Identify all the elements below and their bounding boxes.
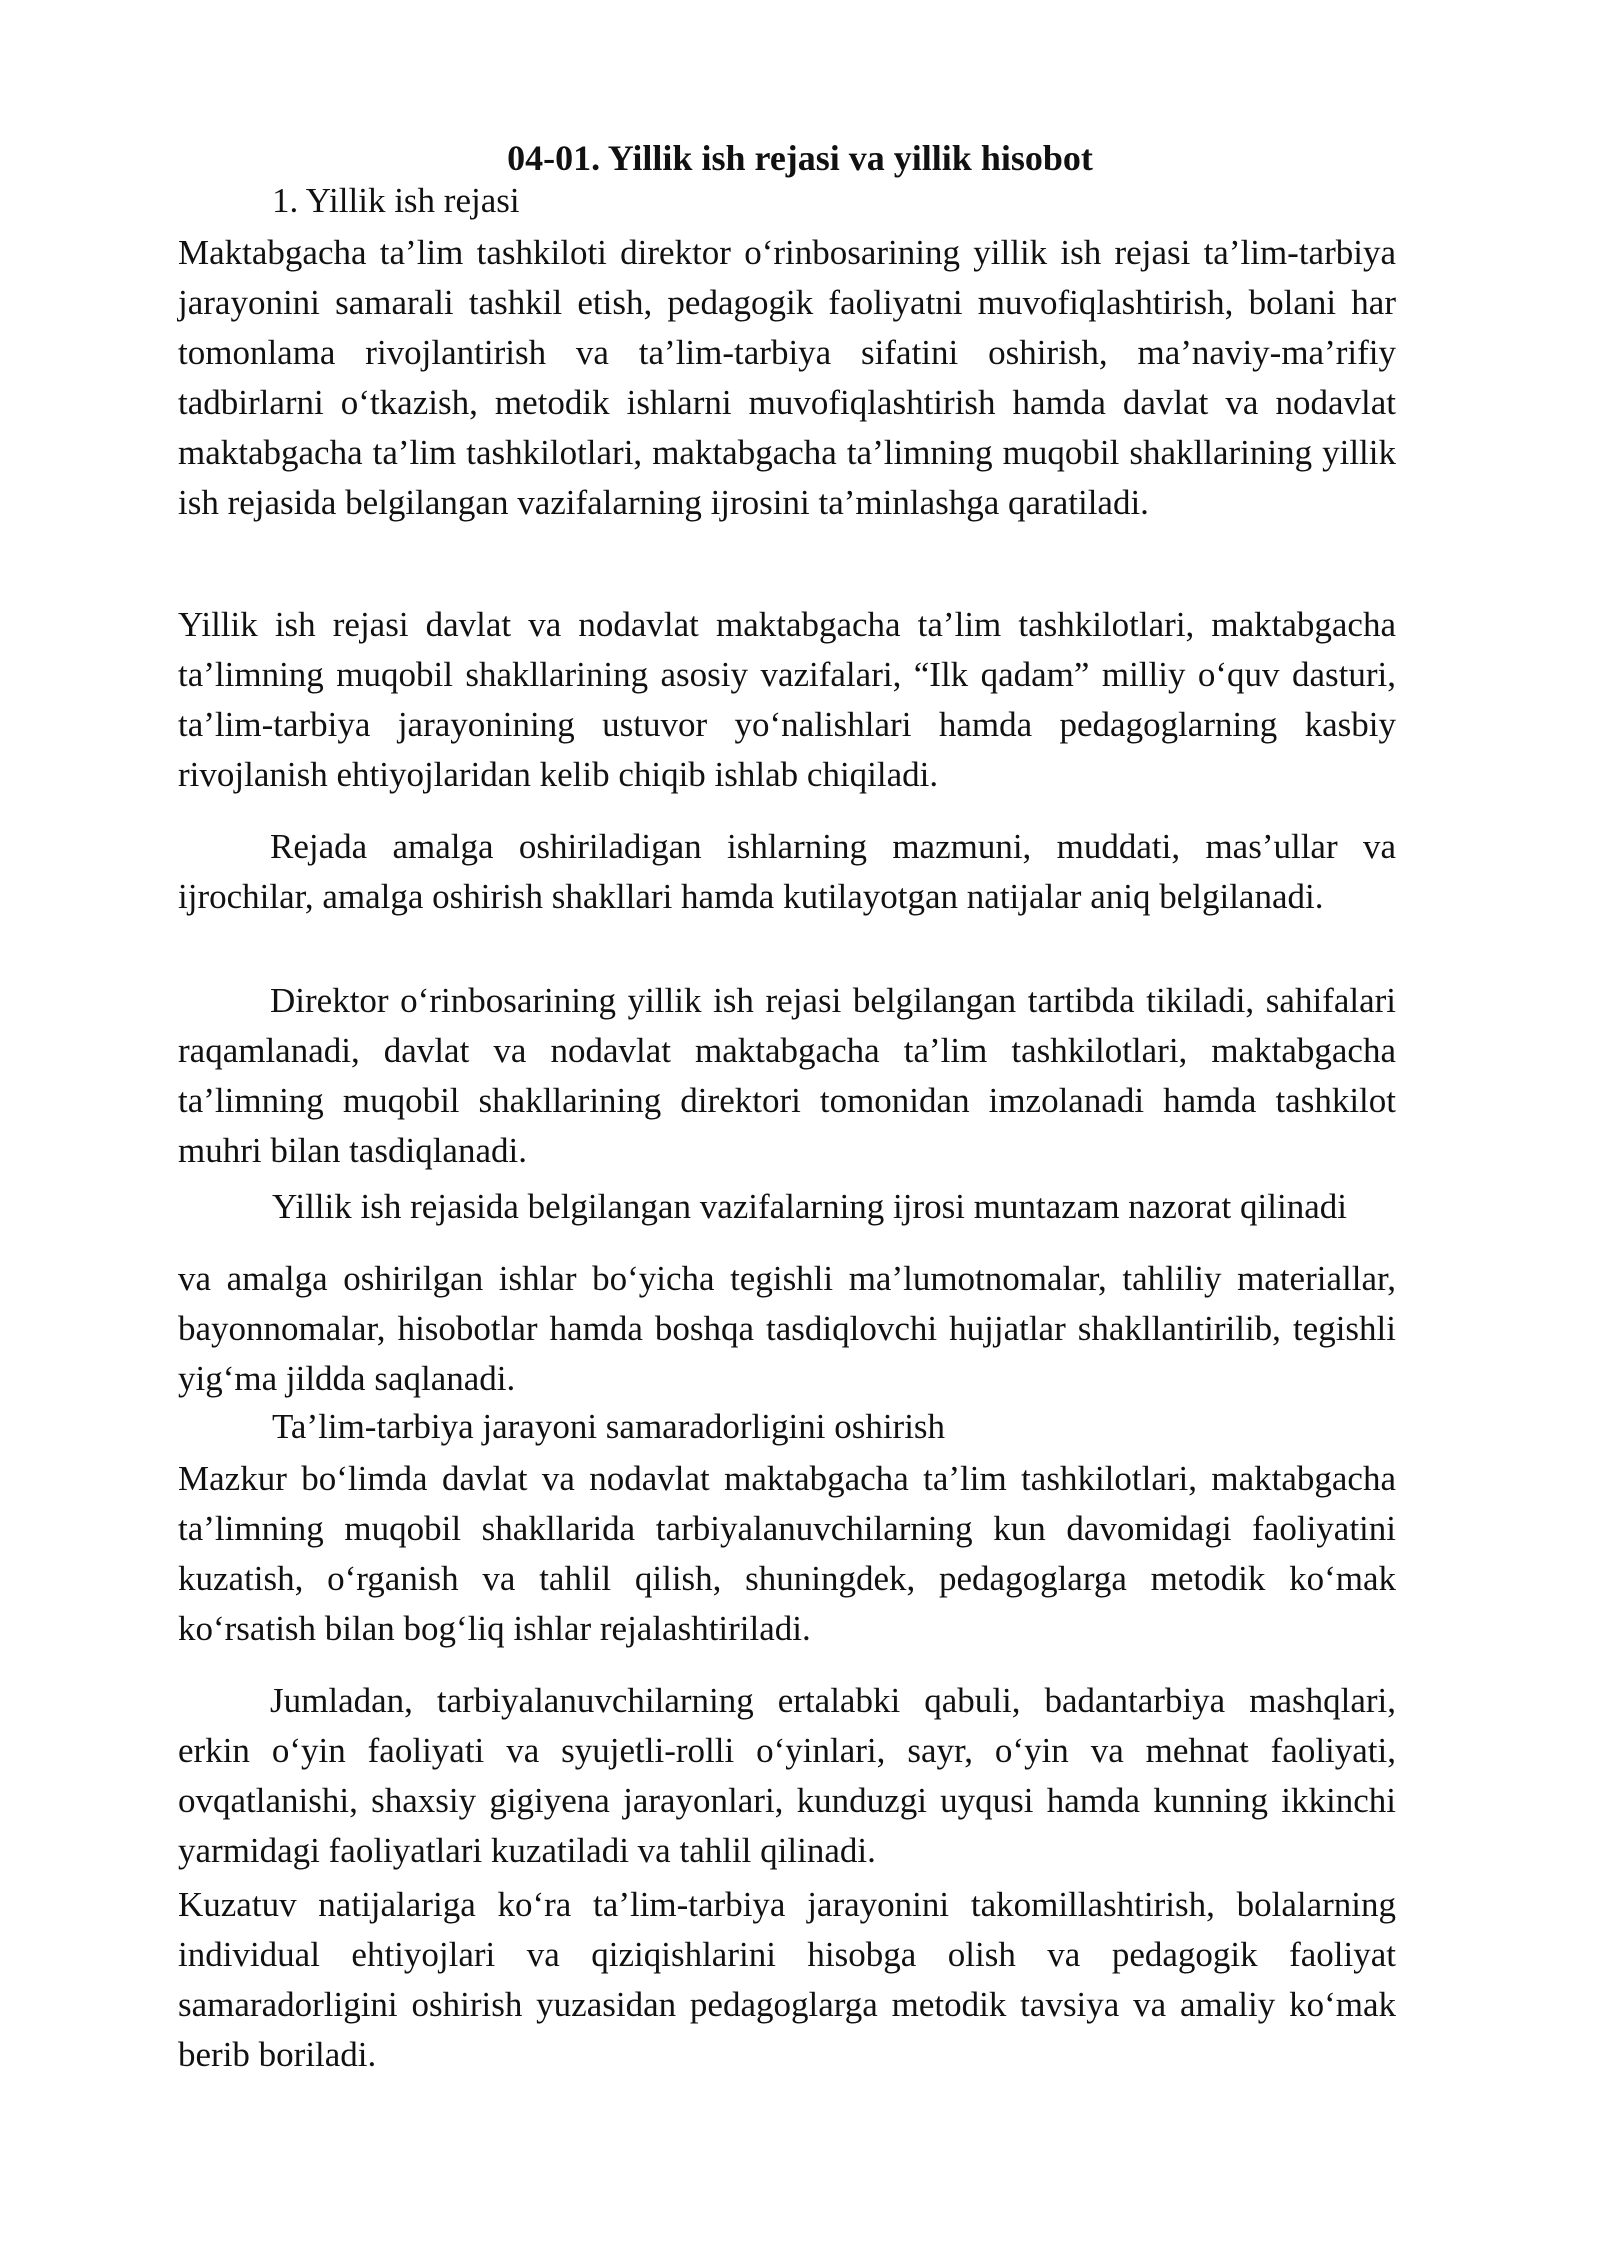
paragraph-1: Maktabgacha ta’lim tashkiloti direktor o‘rinbosarining yillik ish rejasi ta’lim-tarbiya jarayonini samarali tashkil etish, pedagogik faoliyatni muvofiqlashtirish, bolani har tomonlama rivojlantirish va ta’lim-tarbiya sifatini oshirish, ma’naviy-ma’rifiy tadbirlarni o‘tkazish, metodik ishlarni muvofiqlashtirish hamda davlat va nodavlat maktabgacha ta’lim tashkilotlari, maktabgacha ta’limning muqobil shakllarining yillik ish rejasida belgilangan vazifalarning ijrosini ta’minlashga qaratiladi. (178, 233, 1396, 522)
document-title: 04-01. Yillik ish rejasi va yillik hisobot (507, 138, 1093, 178)
paragraph-7: Jumladan, tarbiyalanuvchilarning ertalabki qabuli, badantarbiya mashqlari, erkin o‘yin faoliyati va syujetli-rolli o‘yinlari, sayr, o‘yin va mehnat faoliyati, ovqatlanishi, shaxsiy gigiyena jarayonlari, kunduzgi uyqusi hamda kunning ikkinchi yarmidagi faoliyatlari kuzatiladi va tahlil qilinadi. (178, 1681, 1396, 1870)
paragraph-2: Yillik ish rejasi davlat va nodavlat maktabgacha ta’lim tashkilotlari, maktabgacha ta’limning muqobil shakllarining asosiy vazifalari, “Ilk qadam” milliy o‘quv dasturi, ta’lim-tarbiya jarayonining ustuvor yo‘nalishlari hamda pedagoglarning kasbiy rivojlanish ehtiyojlaridan kelib chiqib ishlab chiqiladi. (178, 605, 1396, 794)
paragraph-4: Direktor o‘rinbosarining yillik ish rejasi belgilangan tartibda tikiladi, sahifalari raqamlanadi, davlat va nodavlat maktabgacha ta’lim tashkilotlari, maktabgacha ta’limning muqobil shakllarining direktori tomonidan imzolanadi hamda tashkilot muhri bilan tasdiqlanadi. (178, 981, 1396, 1170)
subheading-yillik-ish-rejasi: 1. Yillik ish rejasi (272, 181, 520, 220)
paragraph-5-first-line: Yillik ish rejasida belgilangan vazifalarning ijrosi muntazam nazorat qilinadi (272, 1187, 1347, 1226)
subheading-samaradorlik: Ta’lim-tarbiya jarayoni samaradorligini oshirish (272, 1407, 946, 1446)
paragraph-5-continuation: va amalga oshirilgan ishlar bo‘yicha tegishli ma’lumotnomalar, tahliliy materiallar, bayonnomalar, hisobotlar hamda boshqa tasdiqlovchi hujjatlar shakllantirilib, tegishli yig‘ma jildda saqlanadi. (178, 1259, 1396, 1398)
paragraph-8: Kuzatuv natijalariga ko‘ra ta’lim-tarbiya jarayonini takomillashtirish, bolalarning individual ehtiyojlari va qiziqishlarini hisobga olish va pedagogik faoliyat samaradorligini oshirish yuzasidan pedagoglarga metodik tavsiya va amaliy ko‘mak berib boriladi. (178, 1885, 1396, 2074)
paragraph-6: Mazkur bo‘limda davlat va nodavlat maktabgacha ta’lim tashkilotlari, maktabgacha ta’limning muqobil shakllarida tarbiyalanuvchilarning kun davomidagi faoliyatini kuzatish, o‘rganish va tahlil qilish, shuningdek, pedagoglarga metodik ko‘mak ko‘rsatish bilan bog‘liq ishlar rejalashtiriladi. (178, 1459, 1396, 1648)
paragraph-3: Rejada amalga oshiriladigan ishlarning mazmuni, muddati, mas’ullar va ijrochilar, amalga oshirish shakllari hamda kutilayotgan natijalar aniq belgilanadi. (178, 827, 1396, 916)
